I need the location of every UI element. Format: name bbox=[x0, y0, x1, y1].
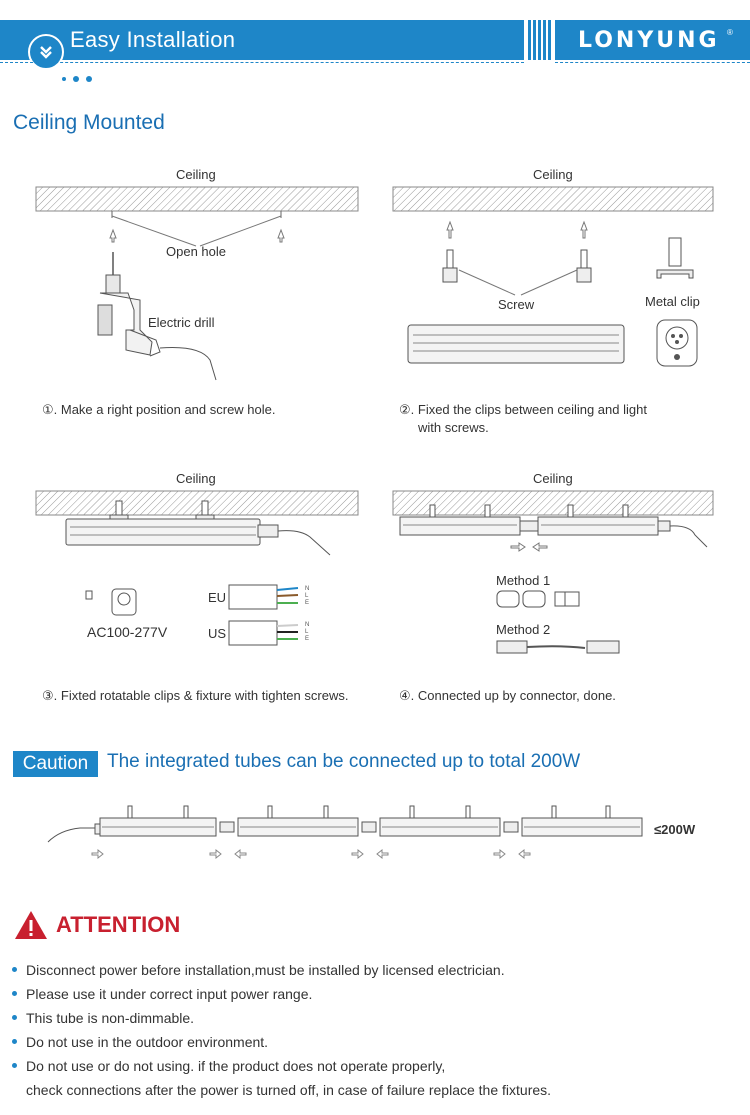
voltage-label: AC100-277V bbox=[87, 624, 168, 640]
list-item: Disconnect power before installation,must be installed by licensed electrician. bbox=[12, 958, 732, 982]
attention-list bbox=[12, 958, 732, 1102]
clip-illustration bbox=[375, 180, 750, 390]
metal-clip-label: Metal clip bbox=[645, 294, 700, 309]
logo-divider bbox=[555, 62, 750, 63]
list-item-continuation: check connections after the power is turned off, in case of failure replace the fixtures. bbox=[26, 1082, 552, 1098]
list-item: This tube is non-dimmable. bbox=[12, 1006, 732, 1030]
caution-tag: Caution bbox=[13, 751, 98, 777]
eu-label: EU bbox=[208, 590, 227, 605]
chevron-down-icon bbox=[28, 34, 64, 70]
attention-title: ATTENTION bbox=[56, 912, 181, 937]
ceiling-label: Ceiling bbox=[533, 471, 573, 486]
method-1-label: Method 1 bbox=[496, 573, 551, 588]
header-divider bbox=[0, 62, 524, 63]
step-3-text: ③. Fixted rotatable clips & fixture with tighten screws. bbox=[42, 688, 349, 703]
header-dots bbox=[62, 68, 99, 86]
header-stripes bbox=[528, 20, 553, 60]
step-2-line-2: with screws. bbox=[418, 420, 489, 435]
ceiling-label: Ceiling bbox=[176, 471, 216, 486]
us-label: US bbox=[208, 626, 227, 641]
open-hole-label: Open hole bbox=[166, 244, 226, 259]
list-item: Please use it under correct input power range. bbox=[12, 982, 732, 1006]
section-title: Ceiling Mounted bbox=[13, 111, 165, 134]
electric-drill-label: Electric drill bbox=[148, 315, 215, 330]
chain-illustration bbox=[40, 800, 660, 862]
step-1-text: ①. Make a right position and screw hole. bbox=[42, 402, 276, 417]
warning-icon bbox=[14, 910, 48, 940]
power-limit-label: ≤200W bbox=[654, 822, 696, 837]
connector-illustration bbox=[375, 485, 750, 660]
drill-illustration bbox=[0, 180, 375, 390]
step-4-text: ④. Connected up by connector, done. bbox=[399, 688, 616, 703]
step-2-line-1: ②. Fixed the clips between ceiling and light bbox=[399, 402, 647, 417]
caution-text: The integrated tubes can be connected up to total 200W bbox=[107, 751, 581, 772]
list-item: Do not use in the outdoor environment. bbox=[12, 1030, 732, 1054]
list-item: Do not use or do not using. if the product does not operate properly, bbox=[12, 1054, 732, 1078]
ceiling-label: Ceiling bbox=[176, 167, 216, 182]
step-2-text bbox=[399, 401, 647, 437]
method-2-label: Method 2 bbox=[496, 622, 551, 637]
fixture-illustration bbox=[0, 485, 375, 655]
page-title: Easy Installation bbox=[70, 27, 236, 52]
registered-mark: ® bbox=[727, 28, 733, 37]
ceiling-label: Ceiling bbox=[533, 167, 573, 182]
us-wire-labels: N L E bbox=[305, 622, 310, 642]
eu-wire-labels: N L E bbox=[305, 586, 310, 606]
screw-label: Screw bbox=[498, 297, 535, 312]
brand-logo: LONYUNG bbox=[578, 28, 720, 53]
